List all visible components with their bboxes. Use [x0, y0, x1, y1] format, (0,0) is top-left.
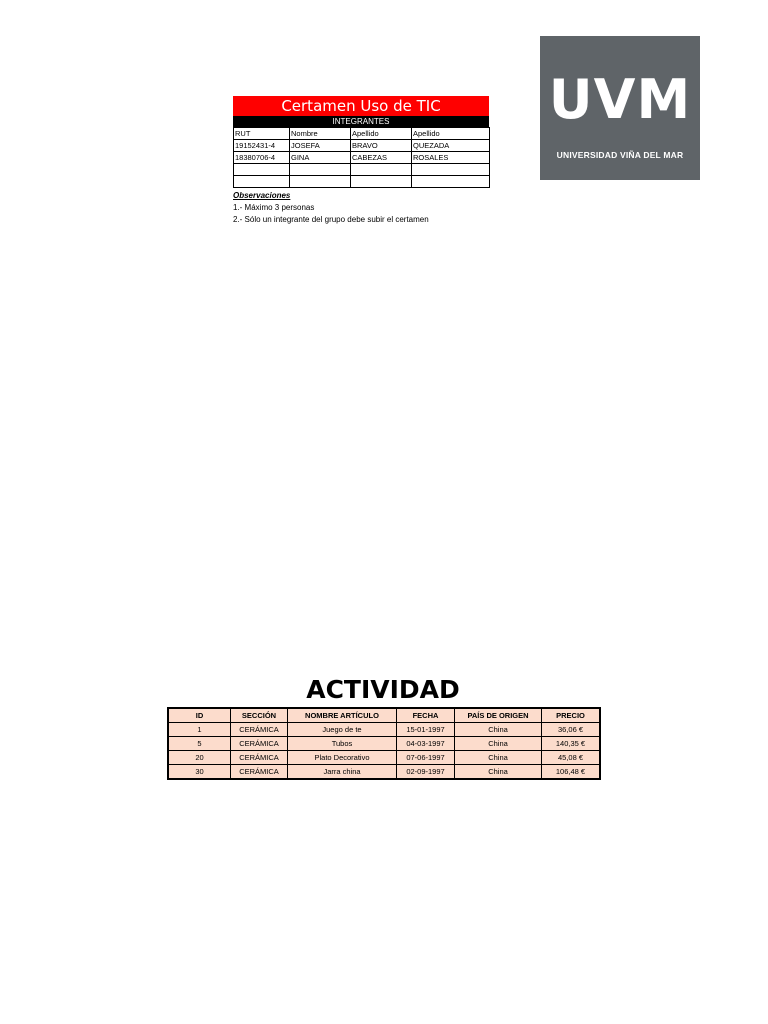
table-cell [290, 164, 351, 176]
table-cell [412, 176, 490, 188]
observation-item: 1.- Máximo 3 personas [233, 203, 315, 212]
table-cell [351, 176, 412, 188]
certamen-block [233, 96, 489, 226]
table-cell: 15-01-1997 [397, 723, 455, 737]
certamen-title: Certamen Uso de TIC [233, 96, 489, 116]
table-cell [234, 176, 290, 188]
table-cell: CERÁMICA [231, 737, 288, 751]
actividad-title: ACTIVIDAD [306, 674, 460, 740]
table-cell [412, 164, 490, 176]
table-cell [234, 164, 290, 176]
observation-item: 2.- Sólo un integrante del grupo debe subir el certamen [233, 215, 429, 224]
table-cell: JOSEFA [290, 140, 351, 152]
table-cell: Plato Decorativo [288, 751, 397, 765]
actividad-header-row [169, 709, 600, 723]
table-cell [290, 176, 351, 188]
table-row [234, 164, 490, 176]
column-header-fecha: FECHA [397, 709, 455, 723]
table-cell: 45,08 € [542, 751, 600, 765]
table-cell: China [455, 765, 542, 779]
table-cell: Tubos [288, 737, 397, 751]
logo-acronym: UVM [548, 68, 692, 131]
table-cell: 02-09-1997 [397, 765, 455, 779]
table-cell: Apellido [412, 128, 490, 140]
table-cell [351, 164, 412, 176]
table-cell: RUT [234, 128, 290, 140]
members-header-row [234, 128, 490, 140]
table-cell: CERÁMICA [231, 765, 288, 779]
table-cell: BRAVO [351, 140, 412, 152]
logo-university-name: UNIVERSIDAD VIÑA DEL MAR [556, 150, 684, 160]
table-cell: CERÁMICA [231, 751, 288, 765]
table-row [169, 737, 600, 751]
members-table [233, 127, 490, 188]
table-cell: 07-06-1997 [397, 751, 455, 765]
column-header-precio: PRECIO [542, 709, 600, 723]
table-row [169, 723, 600, 737]
table-cell: China [455, 751, 542, 765]
table-cell: China [455, 737, 542, 751]
table-row [234, 176, 490, 188]
table-cell: 04-03-1997 [397, 737, 455, 751]
table-cell: QUEZADA [412, 140, 490, 152]
table-cell: GINA [290, 152, 351, 164]
table-cell: 18380706-4 [234, 152, 290, 164]
table-cell: CERÁMICA [231, 723, 288, 737]
table-cell: 30 [169, 765, 231, 779]
table-row [169, 751, 600, 765]
table-cell: 140,35 € [542, 737, 600, 751]
observations-title: Observaciones [233, 191, 291, 200]
table-cell: Apellido [351, 128, 412, 140]
table-cell: China [455, 723, 542, 737]
column-header-pais-origen: PAÍS DE ORIGEN [455, 709, 542, 723]
table-cell: 20 [169, 751, 231, 765]
table-cell: Jarra china [288, 765, 397, 779]
table-row [169, 765, 600, 779]
table-cell: 106,48 € [542, 765, 600, 779]
table-cell: 5 [169, 737, 231, 751]
table-row [234, 152, 490, 164]
table-cell: CABEZAS [351, 152, 412, 164]
column-header-id: ID [169, 709, 231, 723]
table-cell: ROSALES [412, 152, 490, 164]
table-cell: 19152431-4 [234, 140, 290, 152]
table-row [234, 140, 490, 152]
column-header-nombre-articulo: NOMBRE ARTÍCULO [288, 709, 397, 723]
table-cell: 36,06 € [542, 723, 600, 737]
table-cell: Juego de te [288, 723, 397, 737]
uvm-logo [540, 36, 700, 180]
observations [233, 190, 489, 226]
table-cell: 1 [169, 723, 231, 737]
integrantes-header: INTEGRANTES [233, 116, 489, 127]
table-cell: Nombre [290, 128, 351, 140]
actividad-table [168, 708, 600, 779]
column-header-seccion: SECCIÓN [231, 709, 288, 723]
